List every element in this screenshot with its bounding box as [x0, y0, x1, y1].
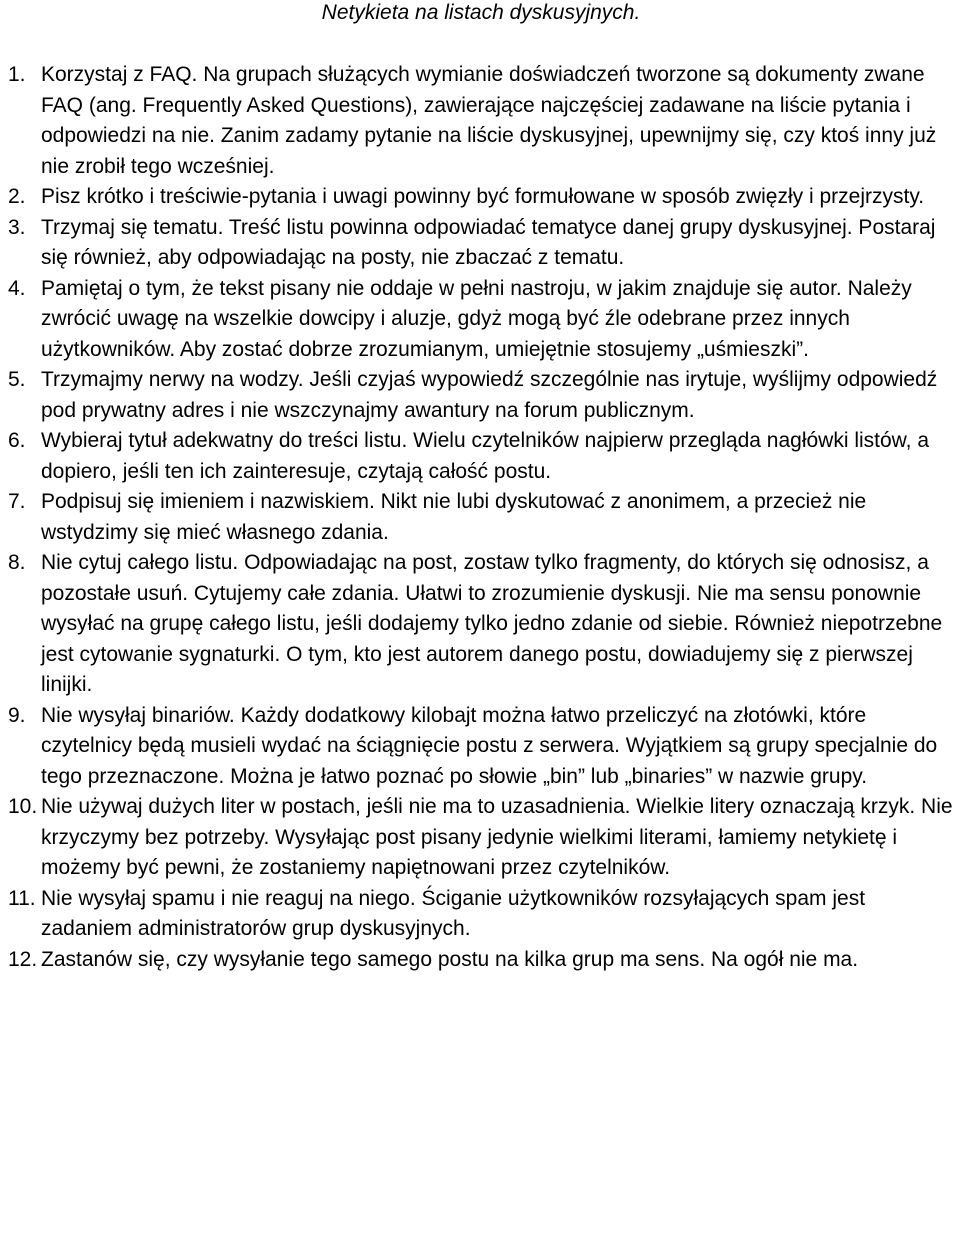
item-number: 1. [8, 63, 26, 86]
item-text: Zastanów się, czy wysyłanie tego samego postu na kilka grup ma sens. Na ogół nie ma. [41, 947, 859, 971]
item-number: 5. [8, 368, 26, 391]
item-text: Nie wysyłaj binariów. Każdy dodatkowy kilobajt można łatwo przeliczyć na złotówki, które czytelnicy będą musieli wydać na ściągnięcie postu z serwera. Wyjątkiem są grupy specjalnie do tego przeznaczone. Można je łatwo poznać po słowie „bin” lub „binaries” w nazwie grupy. [41, 703, 938, 788]
item-text: Pisz krótko i treściwie-pytania i uwagi powinny być formułowane w sposób zwięzły i przejrzysty. [41, 185, 925, 208]
list-item [8, 274, 954, 366]
item-text: Pamiętaj o tym, że tekst pisany nie oddaje w pełni nastroju, w jakim znajduje się autor. Należy zwrócić uwagę na wszelkie dowcipy i aluzje, gdyż mogą być źle odebrane przez innych użytkowników. Aby zostać dobrze zrozumianym, umiejętnie stosujemy „uśmieszki”. [41, 276, 912, 361]
list-item [8, 487, 954, 548]
item-text: Trzymajmy nerwy na wodzy. Jeśli czyjaś wypowiedź szczególnie nas irytuje, wyślijmy odpowiedź pod prywatny adres i nie wszczynajmy awantury na forum publicznym. [41, 368, 938, 422]
list-item [8, 426, 954, 487]
list-item [8, 548, 954, 701]
item-text: Nie wysyłaj spamu i nie reaguj na niego. Ściganie użytkowników rozsyłających spam jest zadaniem administratorów grup dyskusyjnych. [41, 886, 866, 940]
item-number: 4. [8, 276, 26, 300]
item-number: 3. [8, 215, 26, 239]
item-text: Nie używaj dużych liter w postach, jeśli nie ma to uzasadnienia. Wielkie litery oznaczają krzyk. Nie krzyczymy bez potrzeby. Wysyłając post pisany jedynie wielkimi literami, łamiemy netykietę i możemy być pewni, że zostaniemy napiętnowani przez czytelników. [41, 795, 953, 879]
item-text: Korzystaj z FAQ. Na grupach służących wymianie doświadczeń tworzone są dokumenty zwane FAQ (ang. Frequently Asked Questions), zawierające najczęściej zadawane na liście pytania i odpowiedzi na nie. Zanim zadamy pytanie na liście dyskusyjnej, upewnijmy się, czy ktoś inny już nie zrobił tego wcześniej. [41, 63, 937, 178]
list-item [8, 792, 954, 884]
item-text: Wybieraj tytuł adekwatny do treści listu. Wielu czytelników najpierw przegląda nagłówki listów, a dopiero, jeśli ten ich zainteresuje, czytają całość postu. [41, 429, 930, 483]
document-title: Netykieta na listach dyskusyjnych. [321, 1, 641, 24]
list-item [8, 213, 954, 274]
item-number: 2. [8, 185, 26, 208]
list-item [8, 945, 954, 976]
list-item [8, 182, 954, 213]
item-number: 6. [8, 429, 26, 452]
item-number: 9. [8, 703, 26, 727]
list-item [8, 365, 954, 426]
list-item [8, 884, 954, 945]
item-text: Trzymaj się tematu. Treść listu powinna odpowiadać tematyce danej grupy dyskusyjnej. Postaraj się również, aby odpowiadając na posty, nie zbaczać z tematu. [41, 215, 936, 269]
item-text: Nie cytuj całego listu. Odpowiadając na post, zostaw tylko fragmenty, do których się odnosisz, a pozostałe usuń. Cytujemy całe zdania. Ułatwi to zrozumienie dyskusji. Nie ma sensu ponownie wysyłać na grupę całego listu, jeśli dodajemy tylko jedno zdanie od siebie. Również niepotrzebne jest cytowanie sygnaturki. O tym, kto jest autorem danego postu, dowiadujemy się z pierwszej linijki. [41, 551, 943, 696]
item-number: 11. [8, 886, 36, 910]
rules-list [8, 60, 954, 975]
item-number: 10. [8, 795, 38, 818]
item-number: 7. [8, 490, 26, 513]
list-item [8, 701, 954, 793]
item-number: 8. [8, 551, 26, 574]
item-number: 12. [8, 947, 38, 971]
list-item [8, 60, 954, 182]
item-text: Podpisuj się imieniem i nazwiskiem. Nikt nie lubi dyskutować z anonimem, a przecież nie wstydzimy się mieć własnego zdania. [41, 490, 867, 544]
